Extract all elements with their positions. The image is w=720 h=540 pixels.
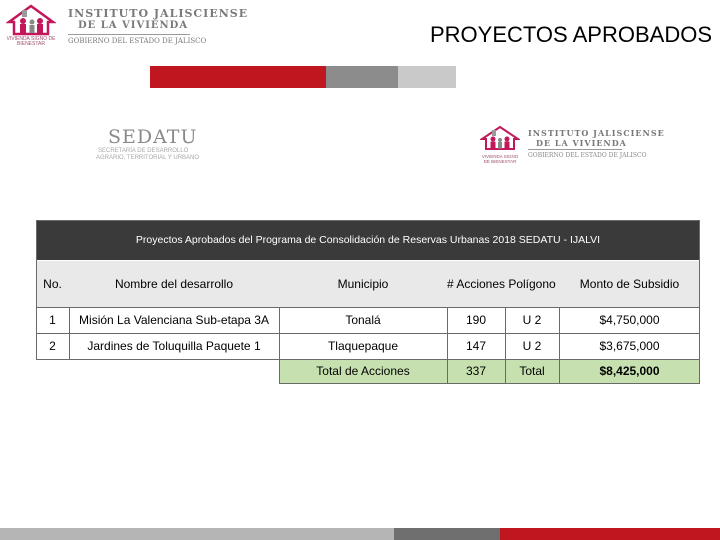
header-name: Nombre del desarrollo xyxy=(114,277,234,291)
header-poligono: Polígono xyxy=(508,277,556,291)
sedatu-name: SEDATU xyxy=(108,126,198,148)
cell-acciones: 147 xyxy=(465,339,487,353)
logo-line3: GOBIERNO DEL ESTADO DE JALISCO xyxy=(68,37,207,45)
logo-divider xyxy=(68,34,190,35)
projects-table xyxy=(36,220,700,378)
total-acciones: 337 xyxy=(465,364,487,378)
cell-no: 1 xyxy=(49,313,56,327)
ijalvi-logo xyxy=(6,4,249,50)
total-label: Total de Acciones xyxy=(316,364,410,378)
ijalvi-logo-secondary xyxy=(480,125,665,167)
footer-bar-dark xyxy=(394,528,500,540)
footer-bar-light xyxy=(0,528,394,540)
table-caption: Proyectos Aprobados del Programa de Consolidación de Reservas Urbanas 2018 SEDATU - IJALVI xyxy=(36,220,700,261)
accent-bar-red xyxy=(150,66,326,88)
total-poligono: Total xyxy=(519,364,545,378)
cell-name: Jardines de Toluquilla Paquete 1 xyxy=(87,339,261,353)
cell-municipio: Tonalá xyxy=(345,313,381,327)
table-gridlines xyxy=(36,220,700,384)
logo-divider xyxy=(528,149,622,150)
total-monto: $8,425,000 xyxy=(599,364,660,378)
logo-subline: VIVIENDA SIGNO DE BIENESTAR xyxy=(6,36,56,47)
cell-monto: $3,675,000 xyxy=(599,339,660,353)
accent-bar-light-grey xyxy=(398,66,456,88)
cell-monto: $4,750,000 xyxy=(599,313,660,327)
cell-acciones: 190 xyxy=(465,313,487,327)
logo-line2: DE LA VIVIENDA xyxy=(78,20,189,31)
cell-poligono: U 2 xyxy=(522,339,542,353)
header-acciones: # Acciones xyxy=(446,277,506,291)
logo-line1: INSTITUTO JALISCIENSE xyxy=(528,128,665,138)
accent-bar-dark-grey xyxy=(326,66,398,88)
logo-subline: VIVIENDA SIGNO DE BIENESTAR xyxy=(481,154,519,164)
cell-municipio: Tlaquepaque xyxy=(327,339,399,353)
header-monto: Monto de Subsidio xyxy=(579,277,680,291)
cell-no: 2 xyxy=(49,339,56,353)
cell-name: Misión La Valenciana Sub-etapa 3A xyxy=(79,313,269,327)
sedatu-line1: SECRETARÍA DE DESARROLLO xyxy=(98,148,189,154)
footer-bar-red xyxy=(500,528,720,540)
header-municipio: Municipio xyxy=(337,277,389,291)
sedatu-line2: AGRARIO, TERRITORIAL Y URBANO xyxy=(96,155,200,161)
sedatu-logo xyxy=(96,126,226,162)
cell-poligono: U 2 xyxy=(522,313,542,327)
header-no: No. xyxy=(43,277,62,291)
logo-line2: DE LA VIVIENDA xyxy=(536,138,627,148)
logo-line1: INSTITUTO JALISCIENSE xyxy=(68,7,249,20)
page-title: PROYECTOS APROBADOS xyxy=(429,22,712,47)
logo-line3: GOBIERNO DEL ESTADO DE JALISCO xyxy=(528,152,647,159)
